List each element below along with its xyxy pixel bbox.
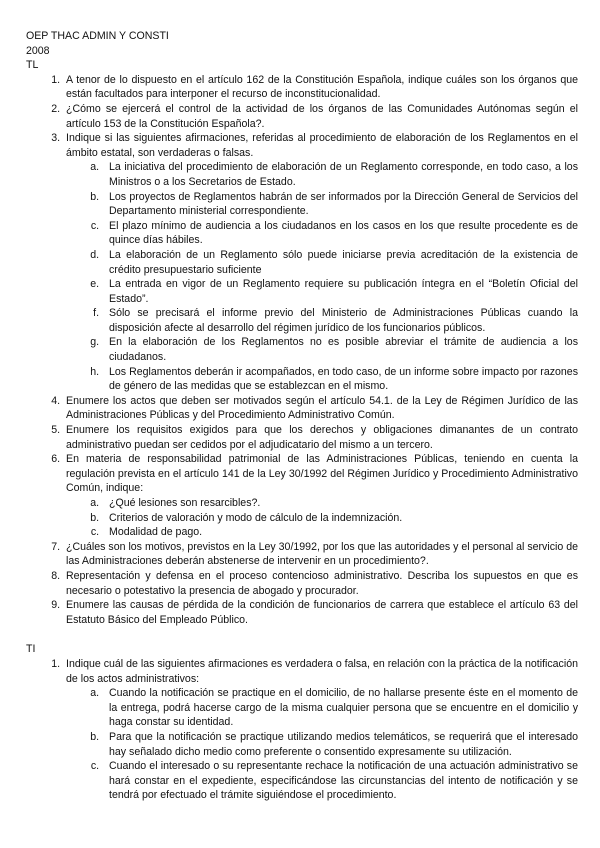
question-item [63,102,578,131]
question-text: Indique si las siguientes afirmaciones, referidas al procedimiento de elaboración de los Reglamentos en el ámbito estatal, son verdaderas o falsas. [66,132,578,159]
sections-container [26,58,578,803]
question-item [63,423,578,452]
subitem: e. La entrada en vigor de un Reglamento requiere su publicación íntegra en el “Boletín Oficial del Estado”. [102,277,578,306]
subitem-list [66,160,578,394]
question-item [63,73,578,102]
question-text: Enumere los requisitos exigidos para que los derechos y obligaciones dimanantes de un contrato administrativo puedan ser cedidos por el adjudicatario del mismo a un tercero. [66,424,578,451]
question-item [63,394,578,423]
subitem: c. El plazo mínimo de audiencia a los ciudadanos en los casos en los que resulte procedente es de quince días hábiles. [102,219,578,248]
question-text: Indique cuál de las siguientes afirmaciones es verdadera o falsa, en relación con la práctica de la notificación de los actos administrativos: [66,657,578,685]
question-text: Enumere las causas de pérdida de la condición de funcionarios de carrera que establece el artículo 63 del Estatuto Básico del Empleado Público. [66,599,578,626]
subitem: b. Los proyectos de Reglamentos habrán de ser informados por la Dirección General de Servicios del Departamento ministerial correspondiente. [102,190,578,219]
question-item [63,598,578,627]
subitem-list [66,686,578,803]
subitem: b. Para que la notificación se practique utilizando medios telemáticos, se requerirá que el interesado hay señalado dicho medio como preferente o consentido expresamente su utilización. [102,730,578,759]
question-item [63,131,578,394]
question-item [63,452,578,540]
subitem: b. Criterios de valoración y modo de cálculo de la indemnización. [102,511,578,526]
question-text: Representación y defensa en el proceso contencioso administrativo. Describa los supuestos en que es necesario o potestativo la presencia de abogado y procurador. [66,569,578,597]
subitem: c. Cuando el interesado o su representante rechace la notificación de una actuación administrativo se hará constar en el expediente, especificándose las circunstancias del intento de notificación y se tendrá por efectuado el trámite siguiéndose el procedimiento. [102,759,578,803]
question-text: Enumere los actos que deben ser motivados según el artículo 54.1. de la Ley de Régimen Jurídico de las Administraciones Públicas y del Procedimiento Administrativo Común. [66,394,578,422]
subitem: c. Modalidad de pago. [102,525,578,540]
section-label: TI [26,643,36,656]
question-item [63,657,578,803]
subitem-list [66,496,578,540]
question-item [63,569,578,598]
subitem: a. La iniciativa del procedimiento de elaboración de un Reglamento corresponde, en todo caso, a los Ministros o a los Secretarios de Estado. [102,160,578,189]
subitem: g. En la elaboración de los Reglamentos no es posible abreviar el trámite de audiencia a los ciudadanos. [102,335,578,364]
section-spacer [26,627,578,642]
document-year: 2008 [26,44,50,57]
subitem: a. ¿Qué lesiones son resarcibles?. [102,496,578,511]
subitem: h. Los Reglamentos deberán ir acompañados, en todo caso, de un informe sobre impacto por razones de género de las medidas que se establezcan en el mismo. [102,365,578,394]
question-list [26,657,578,803]
question-text: En materia de responsabilidad patrimonial de las Administraciones Públicas, teniendo en cuenta la regulación prevista en el artículo 141 de la Ley 30/1992 del Régimen Jurídico y Procedimiento Administrativo Común, indique: [66,453,578,495]
question-text: ¿Cuáles son los motivos, previstos en la Ley 30/1992, por los que las autoridades y el personal al servicio de las Administraciones deberán abstenerse de intervenir en un procedimiento?. [66,540,578,568]
question-item [63,540,578,569]
question-text: A tenor de lo dispuesto en el artículo 162 de la Constitución Española, indique cuáles son los órganos que están facultados para interponer el recurso de inconstitucionalidad. [66,73,578,101]
question-list [26,73,578,628]
question-text: ¿Cómo se ejercerá el control de la actividad de los órganos de las Comunidades Autónomas según el artículo 153 de la Constitución Española?. [66,102,578,130]
document-title: OEP THAC ADMIN Y CONSTI [26,30,169,42]
subitem: f. Sólo se precisará el informe previo del Ministerio de Administraciones Públicas cuando la disposición afecte al desarrollo del régimen jurídico de los funcionarios públicos. [102,306,578,335]
subitem: a. Cuando la notificación se practique en el domicilio, de no hallarse presente éste en el momento de la entrega, podrá hacerse cargo de la misma cualquier persona que se encuentre en el domicilio y haga constar su identidad. [102,686,578,730]
subitem: d. La elaboración de un Reglamento sólo puede iniciarse previa acreditación de la existencia de crédito presupuestario suficiente [102,248,578,277]
section-label: TL [26,59,39,72]
